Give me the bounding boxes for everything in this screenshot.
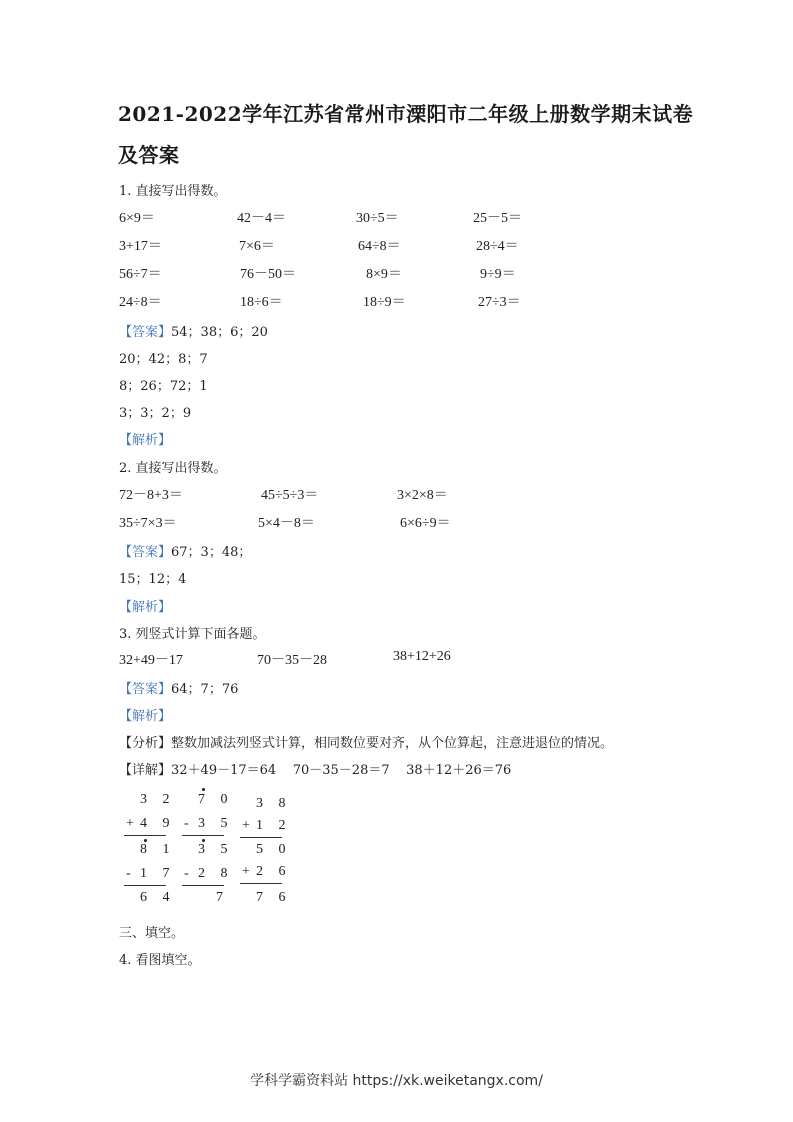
- q3-xiangjie-line: [119, 759, 511, 778]
- vcalc-b-rule2: [182, 885, 224, 886]
- vcalc-b-row3: 3 5: [198, 842, 234, 857]
- vcalc-a-rule1: [124, 835, 166, 836]
- q1-answer-3: 8；26；72；1: [119, 379, 208, 394]
- vcalc-a-op1: +: [126, 816, 140, 831]
- q1-r2-c1: 3+17＝: [119, 239, 162, 254]
- q2-r2-c1: 35÷7×3＝: [119, 516, 177, 531]
- q1-r1-c3: 30÷5＝: [356, 211, 399, 226]
- q1-analysis-tag: 【解析】: [119, 433, 172, 448]
- q2-analysis-tag: 【解析】: [119, 600, 172, 615]
- q1-r4-c2: 18÷6＝: [240, 295, 283, 310]
- vcalc-c-row2: 1 2: [256, 818, 292, 833]
- q1-r2-c2: 7×6＝: [239, 239, 275, 254]
- vcalc-c-row1: 3 8: [256, 796, 292, 811]
- vcalc-c-op2: +: [242, 864, 256, 879]
- vcalc-b-op1: -: [184, 816, 195, 831]
- q3-answer-tag: 【答案】: [119, 682, 172, 697]
- q1-r3-c2: 76－50＝: [240, 267, 296, 282]
- q2-answer-tag: 【答案】: [119, 545, 172, 560]
- vcalc-b-op2: -: [184, 866, 195, 881]
- q1-answer-2: 20；42；8；7: [119, 352, 208, 367]
- vcalc-a-row1: 3 2: [140, 792, 176, 807]
- q2-r2-c2: 5×4－8＝: [258, 516, 315, 531]
- vertical-calc-a: [124, 790, 184, 910]
- q1-r3-c3: 8×9＝: [366, 267, 402, 282]
- q3-prompt: 3. 列竖式计算下面各题。: [119, 627, 266, 642]
- vcalc-c-row4: 2 6: [256, 864, 292, 879]
- q1-r2-c3: 64÷8＝: [358, 239, 401, 254]
- vertical-calc-c: [240, 794, 300, 914]
- q1-r3-c1: 56÷7＝: [119, 267, 162, 282]
- vcalc-c-row5: 7 6: [256, 890, 292, 905]
- q1-answer-tag: 【答案】: [119, 325, 172, 340]
- q1-r4-c4: 27÷3＝: [478, 295, 521, 310]
- q3-answer-line: [119, 678, 238, 697]
- vcalc-b-row1: 7 0: [198, 792, 234, 807]
- q2-r1-c3: 3×2×8＝: [397, 488, 448, 503]
- q2-answer-1: 67；3；48；: [171, 545, 252, 560]
- q3-expr-1: 32+49－17: [119, 653, 183, 668]
- q1-r1-c1: 6×9＝: [119, 211, 155, 226]
- q4-prompt: 4. 看图填空。: [119, 953, 201, 968]
- vcalc-b-borrow-dot-1: [202, 788, 205, 791]
- q1-answer-line: [119, 321, 268, 340]
- q3-fenxi-tag: 【分析】: [119, 736, 172, 751]
- vcalc-b-row2: 3 5: [198, 816, 234, 831]
- q2-r1-c2: 45÷5÷3＝: [261, 488, 319, 503]
- q1-r3-c4: 9÷9＝: [480, 267, 516, 282]
- q3-answer: 64；7；76: [171, 682, 239, 697]
- vcalc-a-row2: 4 9: [140, 816, 176, 831]
- q3-expr-3: 38+12+26: [393, 649, 451, 664]
- vcalc-a-rule2: [124, 885, 166, 886]
- q3-xiangjie-text: 32＋49－17＝64 70－35－28＝7 38＋12＋26＝76: [171, 763, 512, 778]
- q1-answer-1: 54；38；6；20: [171, 325, 268, 340]
- q3-xiangjie-tag: 【详解】: [119, 763, 172, 778]
- vcalc-c-op1: +: [242, 818, 256, 833]
- vcalc-a-row4: 1 7: [140, 866, 176, 881]
- q3-fenxi-line: [119, 732, 613, 751]
- q1-r2-c4: 28÷4＝: [476, 239, 519, 254]
- vcalc-c-row3: 5 0: [256, 842, 292, 857]
- document-title: 2021-2022学年江苏省常州市溧阳市二年级上册数学期末试卷及答案: [118, 102, 694, 167]
- vertical-calc-b: [182, 790, 242, 910]
- q1-answer-4: 3；3；2；9: [119, 406, 192, 421]
- q3-fenxi-text: 整数加减法列竖式计算，相同数位要对齐，从个位算起，注意进退位的情况。: [171, 736, 614, 751]
- q2-r2-c3: 6×6÷9＝: [400, 516, 451, 531]
- section-3-heading: 三、填空。: [119, 926, 185, 941]
- q2-answer-line: [119, 541, 251, 560]
- footer-watermark: 学科学霸资料站 https://xk.weiketangx.com/: [250, 1073, 543, 1089]
- q1-r1-c2: 42－4＝: [237, 211, 286, 226]
- vcalc-a-row3: 8 1: [140, 842, 176, 857]
- q1-prompt: 1. 直接写出得数。: [119, 184, 227, 199]
- vcalc-a-op2: -: [126, 866, 137, 881]
- vcalc-b-row5: 7: [216, 890, 229, 905]
- q1-r1-c4: 25－5＝: [473, 211, 522, 226]
- vcalc-c-rule2: [240, 883, 282, 884]
- q1-r4-c3: 18÷9＝: [363, 295, 406, 310]
- q3-analysis-tag: 【解析】: [119, 709, 172, 724]
- vcalc-b-rule1: [182, 835, 224, 836]
- vcalc-a-row5: 6 4: [140, 890, 176, 905]
- q2-r1-c1: 72－8+3＝: [119, 488, 183, 503]
- q2-answer-2: 15；12；4: [119, 572, 187, 587]
- q1-r4-c1: 24÷8＝: [119, 295, 162, 310]
- q3-expr-2: 70－35－28: [257, 653, 327, 668]
- q2-prompt: 2. 直接写出得数。: [119, 461, 227, 476]
- vcalc-b-row4: 2 8: [198, 866, 234, 881]
- vcalc-c-rule1: [240, 837, 282, 838]
